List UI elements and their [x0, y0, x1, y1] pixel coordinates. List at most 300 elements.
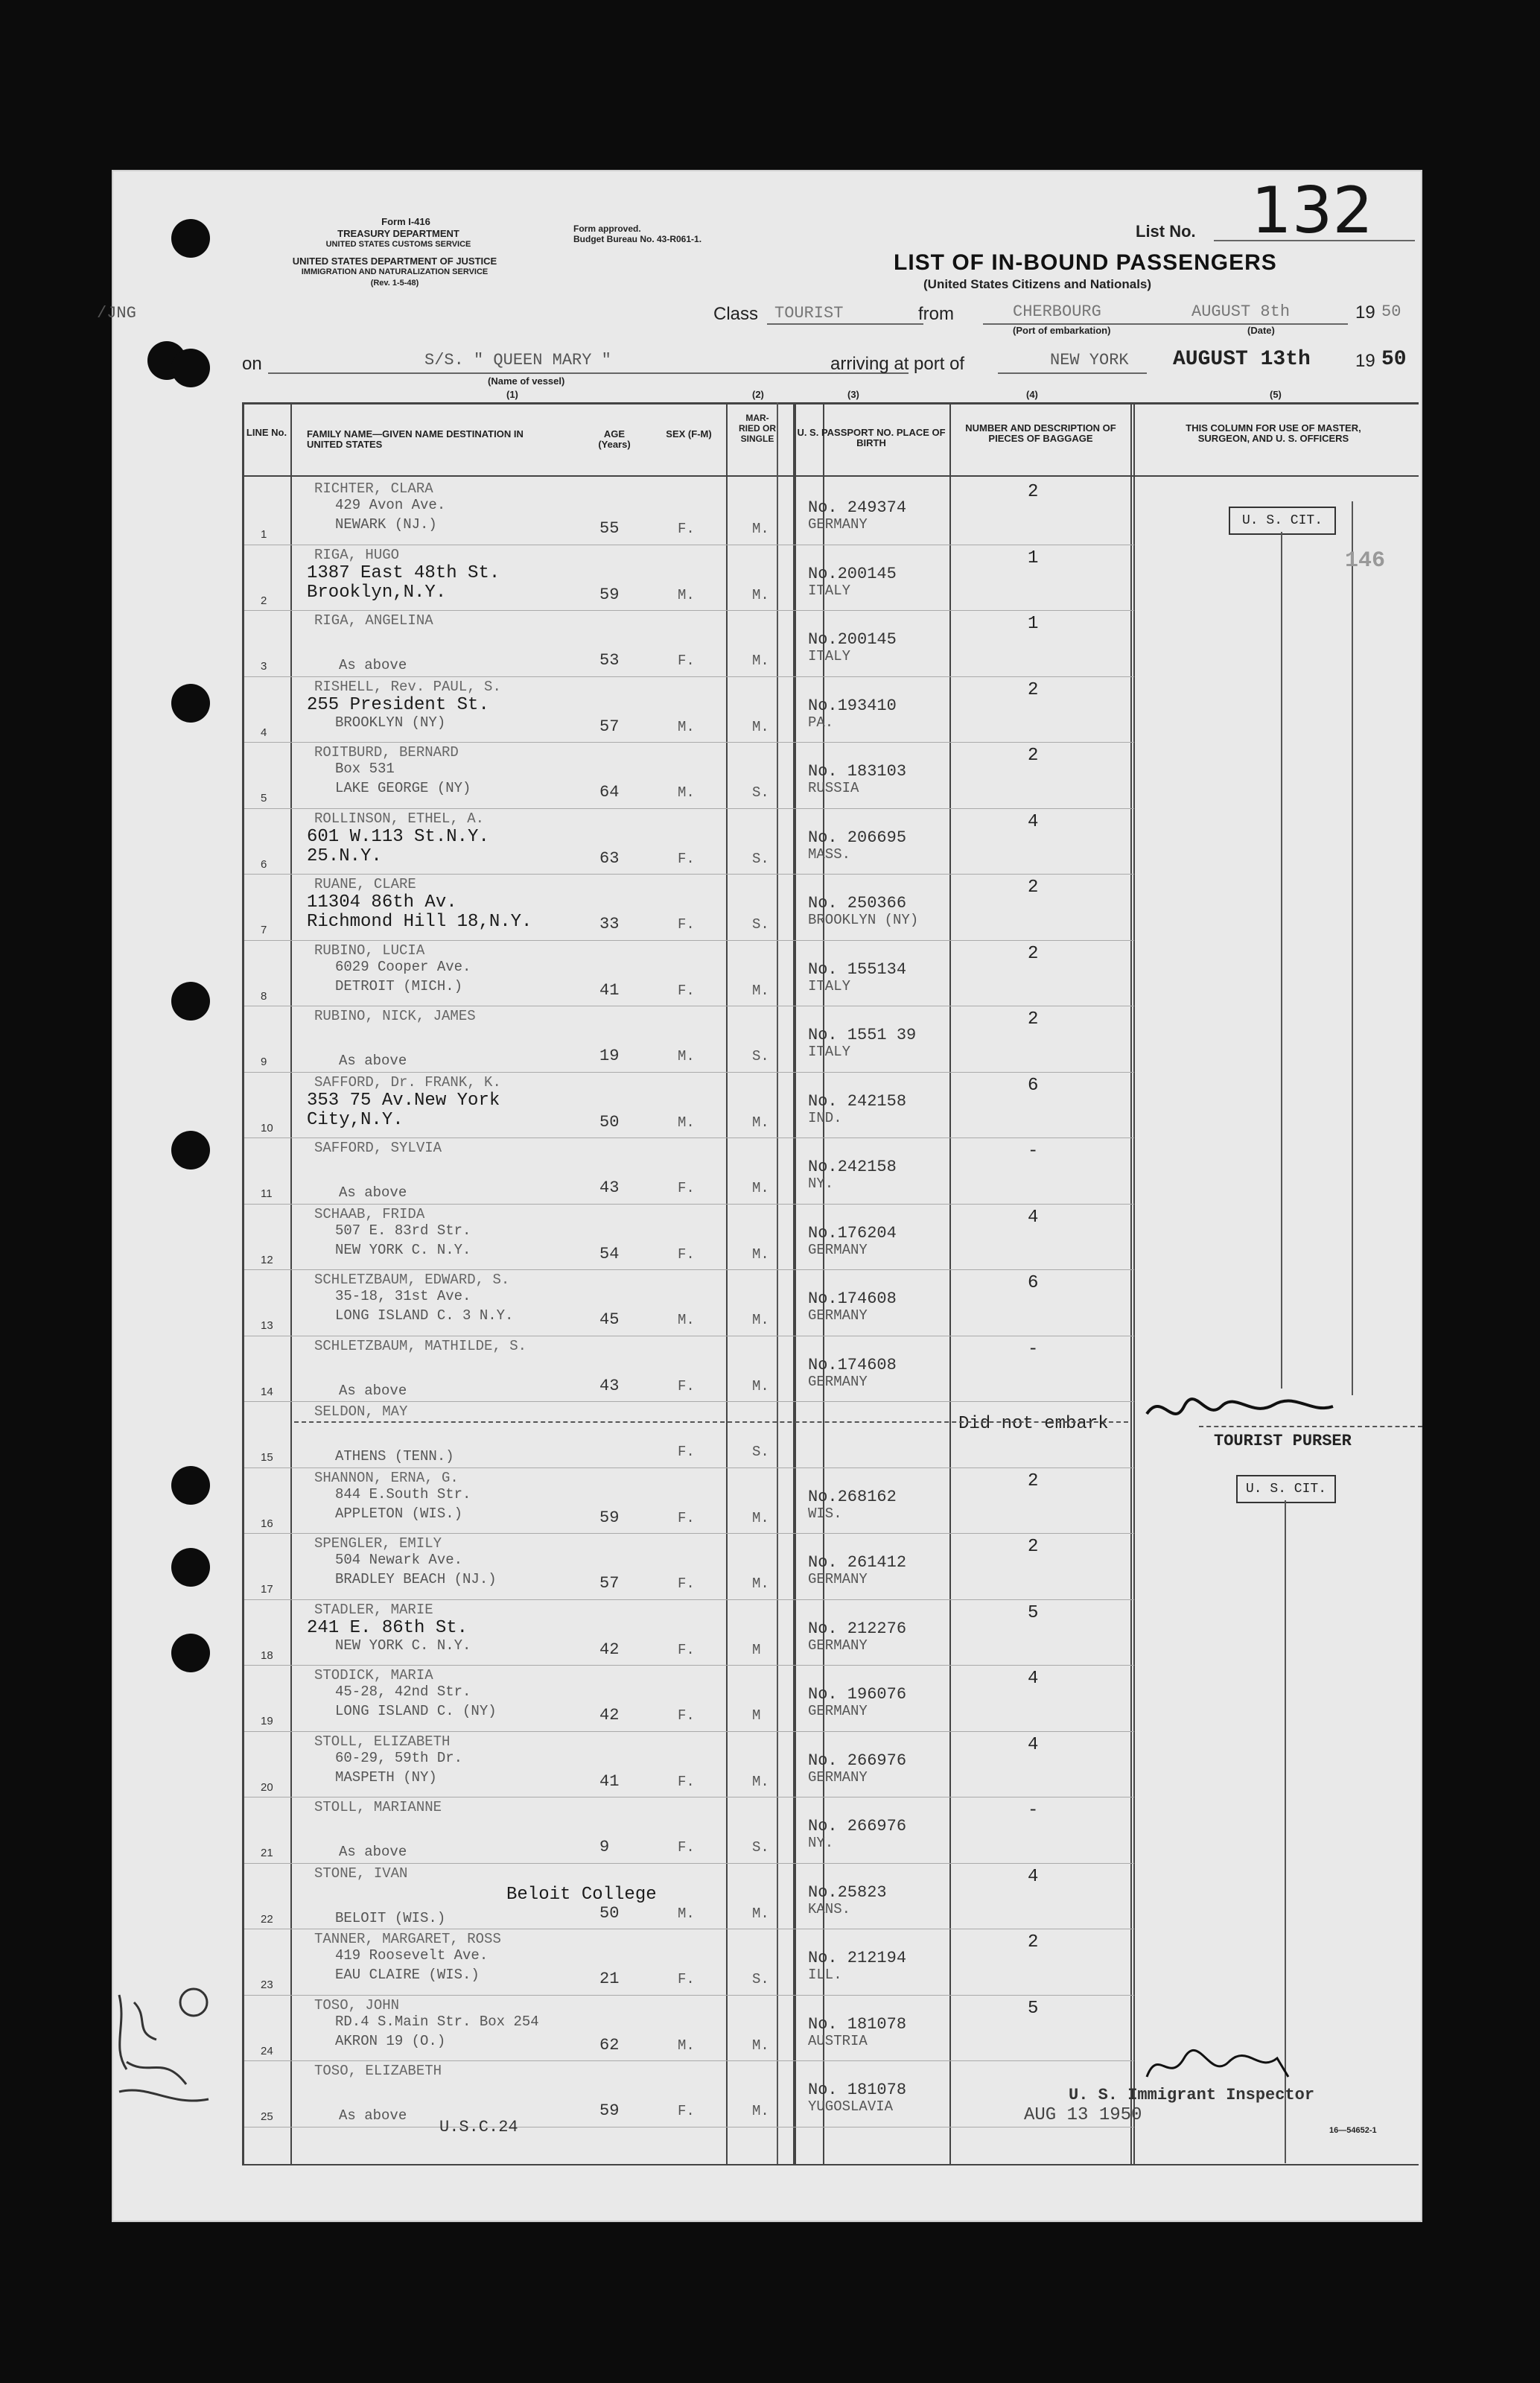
- sex: F.: [678, 1641, 695, 1658]
- destination-line: NEW YORK C. N.Y.: [335, 1241, 471, 1258]
- passport-number: No. 1551 39: [808, 1026, 917, 1044]
- number-146: 146: [1345, 548, 1386, 574]
- age: 45: [599, 1310, 620, 1329]
- passenger-name: STOLL, MARIANNE: [314, 1799, 442, 1815]
- us-cit-stamp: U. S. CIT.: [1229, 507, 1336, 535]
- destination-line: Brooklyn,N.Y.: [307, 582, 447, 603]
- table-row: [112, 1468, 1422, 1535]
- line-number: 5: [261, 792, 267, 805]
- table-row: [112, 1666, 1422, 1732]
- purser-signature: [1139, 1384, 1378, 1436]
- marital-status: M.: [752, 1509, 769, 1526]
- passenger-name: RUBINO, NICK, JAMES: [314, 1008, 476, 1024]
- marital-status: S.: [752, 1048, 769, 1064]
- treasury-line-2: UNITED STATES CUSTOMS SERVICE: [325, 240, 471, 249]
- place-of-birth: GERMANY: [808, 1571, 868, 1587]
- destination-line: BROOKLYN (NY): [335, 714, 446, 731]
- col-header-officers: THIS COLUMN FOR USE OF MASTER, SURGEON, AND U. S. OFFICERS: [1186, 422, 1361, 444]
- marital-status: M.: [752, 1773, 769, 1790]
- sex: M.: [678, 1114, 695, 1131]
- passenger-name: SCHAAB, FRIDA: [314, 1205, 425, 1222]
- passport-number: No.193410: [808, 696, 897, 715]
- passport-number: No.174608: [808, 1289, 897, 1308]
- passport-number: No.174608: [808, 1355, 897, 1374]
- baggage-count: 2: [1028, 1009, 1039, 1029]
- line-number: 1: [261, 528, 267, 541]
- table-row: [112, 1797, 1422, 1864]
- baggage-count: Did not embark: [958, 1414, 1109, 1434]
- baggage-count: 2: [1028, 679, 1039, 700]
- table-row: [112, 1270, 1422, 1336]
- passenger-name: STONE, IVAN: [314, 1865, 408, 1882]
- passenger-name: SCHLETZBAUM, MATHILDE, S.: [314, 1337, 527, 1354]
- marital-status: M.: [752, 718, 769, 735]
- baggage-count: 6: [1028, 1075, 1039, 1096]
- baggage-count: 2: [1028, 943, 1039, 964]
- sex: F.: [678, 1444, 695, 1460]
- destination-line: 45-28, 42nd Str.: [335, 1684, 471, 1700]
- col-number-5: (5): [1270, 389, 1282, 400]
- marital-status: M.: [752, 1180, 769, 1196]
- sex: F.: [678, 1971, 695, 1987]
- passenger-name: STODICK, MARIA: [314, 1667, 433, 1684]
- marital-status: M: [752, 1641, 761, 1658]
- destination-line: BRADLEY BEACH (NJ.): [335, 1571, 497, 1587]
- baggage-count: 5: [1028, 1602, 1039, 1623]
- justice-line-2: IMMIGRATION AND NATURALIZATION SERVICE: [301, 267, 489, 276]
- sex: M.: [678, 784, 695, 801]
- line-number: 14: [261, 1385, 273, 1398]
- destination-line: EAU CLAIRE (WIS.): [335, 1967, 480, 1983]
- treasury-line-1: TREASURY DEPARTMENT: [337, 228, 459, 239]
- destination-line: City,N.Y.: [307, 1109, 404, 1130]
- sex: F.: [678, 1377, 695, 1394]
- age: 53: [599, 651, 620, 670]
- departure-year-prefix: 19: [1355, 302, 1375, 323]
- line-number: 7: [261, 924, 267, 936]
- destination-line: 1387 East 48th St.: [307, 562, 500, 583]
- baggage-count: 6: [1028, 1273, 1039, 1293]
- us-cit-stamp-2: U. S. CIT.: [1236, 1475, 1336, 1503]
- line-number: 11: [261, 1187, 273, 1200]
- marital-status: M.: [752, 1246, 769, 1263]
- place-of-birth: BROOKLYN (NY): [808, 912, 919, 928]
- age: 57: [599, 1574, 620, 1593]
- baggage-count: 4: [1028, 1866, 1039, 1887]
- baggage-count: 1: [1028, 548, 1039, 568]
- sex: F.: [678, 1246, 695, 1263]
- place-of-birth: KANS.: [808, 1900, 851, 1917]
- passport-number: No.242158: [808, 1158, 897, 1176]
- destination-line: As above: [339, 1382, 407, 1399]
- destination-line: LONG ISLAND C. 3 N.Y.: [335, 1307, 514, 1324]
- baggage-count: 1: [1028, 614, 1039, 634]
- marital-status: M.: [752, 1377, 769, 1394]
- passport-number: No. 155134: [808, 959, 907, 979]
- age: 33: [599, 915, 620, 933]
- passenger-name: RISHELL, Rev. PAUL, S.: [314, 678, 501, 695]
- baggage-count: 2: [1028, 878, 1039, 898]
- sex: M.: [678, 718, 695, 735]
- destination-line: NEWARK (NJ.): [335, 516, 437, 533]
- class-value: TOURIST: [774, 304, 844, 323]
- col-number-2: (2): [752, 389, 764, 400]
- passenger-name: RIGA, HUGO: [314, 546, 400, 563]
- passport-number: No. 250366: [808, 894, 907, 913]
- age: 59: [599, 2101, 620, 2120]
- line-number: 9: [261, 1056, 267, 1068]
- line-number: 22: [261, 1912, 273, 1926]
- table-row: [112, 479, 1422, 545]
- passenger-name: RUBINO, LUCIA: [314, 942, 425, 959]
- baggage-count: 2: [1028, 1932, 1039, 1952]
- line-number: 15: [261, 1451, 273, 1464]
- passenger-name: SAFFORD, Dr. FRANK, K.: [314, 1073, 501, 1091]
- margin-handwriting: [104, 1973, 231, 2114]
- table-row: [112, 1006, 1422, 1073]
- print-code: 16—54652-1: [1329, 2126, 1377, 2135]
- destination-line: As above: [339, 2107, 407, 2124]
- table-row: [112, 611, 1422, 677]
- place-of-birth: IND.: [808, 1109, 842, 1126]
- age: 59: [599, 585, 620, 604]
- baggage-count: 2: [1028, 746, 1039, 766]
- punch-hole: [171, 219, 210, 258]
- page-title: LIST OF IN-BOUND PASSENGERS: [894, 250, 1277, 275]
- destination-line: 11304 86th Av.: [307, 892, 457, 913]
- arrival-year: 50: [1381, 348, 1407, 371]
- sex: F.: [678, 1839, 695, 1856]
- passport-number: No. 183103: [808, 762, 907, 781]
- table-row: [112, 1534, 1422, 1600]
- form-approved: Form approved.: [573, 223, 641, 234]
- baggage-count: 4: [1028, 1734, 1039, 1755]
- port-caption: (Port of embarkation): [1013, 325, 1111, 336]
- age: 41: [599, 1771, 620, 1791]
- marital-status: M: [752, 1707, 761, 1724]
- age: 42: [599, 1640, 620, 1659]
- destination-line: AKRON 19 (O.): [335, 2032, 446, 2049]
- on-label: on: [242, 354, 262, 374]
- baggage-count: -: [1028, 1800, 1039, 1821]
- arrival-port: NEW YORK: [1050, 351, 1129, 369]
- manifest-page: [97, 170, 1422, 2222]
- table-row: [112, 1600, 1422, 1666]
- destination-line: 60-29, 59th Dr.: [335, 1749, 463, 1766]
- col-header-line-no: LINE No.: [246, 427, 287, 438]
- marital-status: M.: [752, 982, 769, 999]
- place-of-birth: WIS.: [808, 1505, 842, 1522]
- marital-status: S.: [752, 784, 769, 801]
- marital-status: M.: [752, 521, 769, 537]
- destination-line: As above: [339, 1184, 407, 1201]
- passport-number: No. 249374: [808, 498, 907, 517]
- sex: M.: [678, 2037, 695, 2054]
- passport-number: No.200145: [808, 564, 897, 583]
- destination-line: 25.N.Y.: [307, 845, 382, 866]
- marital-status: M.: [752, 1576, 769, 1592]
- sex: F.: [678, 916, 695, 933]
- age: 62: [599, 2035, 620, 2054]
- age: 57: [599, 717, 620, 736]
- port-embarkation: CHERBOURG: [1013, 302, 1101, 321]
- col-number-4: (4): [1026, 389, 1038, 400]
- place-of-birth: YUGOSLAVIA: [808, 2098, 894, 2115]
- departure-date: AUGUST 8th: [1191, 302, 1291, 321]
- place-of-birth: GERMANY: [808, 1241, 868, 1258]
- budget-bureau: Budget Bureau No. 43-R061-1.: [573, 234, 702, 244]
- line-number: 18: [261, 1649, 273, 1662]
- destination-line: 601 W.113 St.N.Y.: [307, 826, 489, 847]
- table-row: [112, 1929, 1422, 1996]
- table-row: [112, 941, 1422, 1007]
- passenger-name: RICHTER, CLARA: [314, 480, 433, 497]
- line-number: 16: [261, 1517, 273, 1530]
- arriving-label: arriving at port of: [830, 354, 965, 374]
- class-label: Class: [713, 304, 759, 324]
- destination-line: 255 President St.: [307, 694, 489, 715]
- baggage-count: 2: [1028, 1537, 1039, 1557]
- place-of-birth: GERMANY: [808, 1637, 868, 1654]
- baggage-count: 2: [1028, 482, 1039, 502]
- sex: M.: [678, 586, 695, 603]
- marital-status: S.: [752, 1839, 769, 1856]
- destination-line: As above: [339, 657, 407, 673]
- passport-number: No. 181078: [808, 2014, 907, 2034]
- age: 21: [599, 1970, 620, 1988]
- col-number-1: (1): [506, 389, 518, 400]
- place-of-birth: ITALY: [808, 582, 851, 599]
- destination-line: 353 75 Av.New York: [307, 1090, 500, 1111]
- place-of-birth: PA.: [808, 714, 834, 731]
- table-row: [112, 809, 1422, 875]
- justice-line-1: UNITED STATES DEPARTMENT OF JUSTICE: [292, 256, 497, 267]
- passenger-name: SAFFORD, SYLVIA: [314, 1140, 442, 1156]
- col-header-name: FAMILY NAME—GIVEN NAME DESTINATION IN UNITED STATES: [307, 428, 524, 450]
- age: 42: [599, 1706, 620, 1724]
- destination-line: 844 E.South Str.: [335, 1485, 471, 1503]
- table-row: [112, 1205, 1422, 1271]
- place-of-birth: ITALY: [808, 1044, 851, 1060]
- line-number: 23: [261, 1979, 273, 1991]
- age: 54: [599, 1244, 620, 1263]
- marital-status: S.: [752, 1971, 769, 1987]
- marital-status: M.: [752, 1905, 769, 1922]
- place-of-birth: ITALY: [808, 648, 851, 664]
- place-of-birth: GERMANY: [808, 1703, 868, 1719]
- passport-number: No. 212194: [808, 1949, 907, 1967]
- line-number: 4: [261, 726, 267, 739]
- age: 9: [599, 1838, 610, 1856]
- passenger-name: TOSO, JOHN: [314, 1996, 400, 2014]
- marital-status: S.: [752, 850, 769, 867]
- destination-line: 6029 Cooper Ave.: [335, 958, 471, 975]
- line-number: 25: [261, 2110, 273, 2123]
- arrival-stamp: AUG 13 1950: [1024, 2105, 1142, 2125]
- form-number: Form I-416: [381, 216, 430, 227]
- age: 43: [599, 1376, 620, 1395]
- col-header-married: MAR-RIED OR SINGLE: [739, 413, 777, 444]
- destination-line: Box 531: [335, 761, 395, 777]
- vessel-name: S/S. " QUEEN MARY ": [424, 351, 611, 369]
- page-subtitle: (United States Citizens and Nationals): [923, 277, 1152, 291]
- destination-line: LONG ISLAND C. (NY): [335, 1703, 497, 1719]
- place-of-birth: ILL.: [808, 1967, 842, 1983]
- col-header-sex: SEX (F-M): [666, 428, 712, 440]
- sex: F.: [678, 1773, 695, 1790]
- place-of-birth: RUSSIA: [808, 780, 859, 796]
- col-number-3: (3): [847, 389, 859, 400]
- line-number: 3: [261, 660, 267, 673]
- place-of-birth: NY.: [808, 1835, 834, 1851]
- passport-number: No.25823: [808, 1882, 887, 1902]
- passenger-name: ROITBURD, BERNARD: [314, 744, 459, 761]
- vessel-caption: (Name of vessel): [488, 375, 565, 387]
- line-number: 19: [261, 1715, 273, 1727]
- marital-status: M.: [752, 2037, 769, 2054]
- passenger-name: TOSO, ELIZABETH: [314, 2063, 442, 2079]
- sex: F.: [678, 1707, 695, 1724]
- passenger-name: SELDON, MAY: [314, 1403, 408, 1420]
- place-of-birth: GERMANY: [808, 1373, 868, 1390]
- sex: F.: [678, 1509, 695, 1526]
- destination-line: 429 Avon Ave.: [335, 497, 446, 513]
- passenger-name: TANNER, MARGARET, ROSS: [314, 1931, 501, 1947]
- age: 50: [599, 1112, 620, 1132]
- table-row: [112, 1073, 1422, 1139]
- baggage-count: 2: [1028, 1470, 1039, 1491]
- table-row: [112, 875, 1422, 941]
- destination-line: As above: [339, 1844, 407, 1860]
- marital-status: S.: [752, 1444, 769, 1460]
- baggage-count: 4: [1028, 1207, 1039, 1228]
- baggage-count: 4: [1028, 811, 1039, 832]
- sex: M.: [678, 1312, 695, 1328]
- inspector-label: U. S. Immigrant Inspector: [1069, 2086, 1315, 2104]
- col-header-age: AGE (Years): [598, 428, 631, 450]
- destination-line: LAKE GEORGE (NY): [335, 780, 471, 796]
- destination-line: ATHENS (TENN.): [335, 1448, 454, 1465]
- inspector-signature: [1139, 2040, 1333, 2092]
- sex: F.: [678, 982, 695, 999]
- marital-status: M.: [752, 1114, 769, 1131]
- list-no-label: List No.: [1136, 222, 1196, 241]
- sex: F.: [678, 521, 695, 537]
- departure-year: 50: [1381, 302, 1401, 321]
- table-row: [112, 743, 1422, 809]
- tourist-purser: TOURIST PURSER: [1214, 1432, 1352, 1450]
- destination-note: Beloit College: [506, 1884, 657, 1905]
- age: 41: [599, 980, 620, 1000]
- destination-line: 504 Newark Ave.: [335, 1552, 463, 1568]
- passport-number: No. 206695: [808, 828, 907, 847]
- from-label: from: [918, 304, 954, 324]
- age: 63: [599, 848, 620, 868]
- passport-number: No. 266976: [808, 1817, 907, 1835]
- destination-line: APPLETON (WIS.): [335, 1505, 463, 1522]
- destination-line: MASPETH (NY): [335, 1768, 437, 1786]
- destination-line: RD.4 S.Main Str. Box 254: [335, 2013, 539, 2030]
- passport-number: No.200145: [808, 630, 897, 649]
- line-number: 2: [261, 594, 267, 607]
- list-number: 132: [1251, 174, 1374, 248]
- table-row: [112, 545, 1422, 612]
- line-number: 6: [261, 857, 267, 871]
- col-header-passport: U. S. PASSPORT NO. PLACE OF BIRTH: [797, 427, 946, 448]
- passenger-name: ROLLINSON, ETHEL, A.: [314, 810, 485, 827]
- sex: M.: [678, 1905, 695, 1922]
- date-caption: (Date): [1247, 325, 1275, 336]
- place-of-birth: GERMANY: [808, 1307, 868, 1324]
- marital-status: M.: [752, 1312, 769, 1328]
- marital-status: S.: [752, 916, 769, 933]
- sex: F.: [678, 653, 695, 669]
- place-of-birth: AUSTRIA: [808, 2032, 868, 2049]
- marital-status: M.: [752, 2103, 769, 2119]
- place-of-birth: NY.: [808, 1175, 834, 1192]
- usc-code: U.S.C.24: [439, 2118, 518, 2136]
- col-header-baggage: NUMBER AND DESCRIPTION OF PIECES OF BAGGAGE: [965, 422, 1116, 444]
- passenger-name: STADLER, MARIE: [314, 1601, 433, 1618]
- baggage-count: 5: [1028, 1998, 1039, 2019]
- destination-line: DETROIT (MICH.): [335, 977, 463, 994]
- punch-hole: [171, 349, 210, 387]
- passport-number: No. 181078: [808, 2081, 907, 2099]
- age: 59: [599, 1508, 620, 1527]
- age: 50: [599, 1903, 620, 1923]
- passport-number: No. 242158: [808, 1091, 907, 1111]
- age: 64: [599, 783, 620, 802]
- destination-line: Richmond Hill 18,N.Y.: [307, 912, 532, 932]
- destination-line: NEW YORK C. N.Y.: [335, 1637, 471, 1654]
- passenger-name: RUANE, CLARE: [314, 876, 416, 892]
- passenger-name: SPENGLER, EMILY: [314, 1535, 442, 1552]
- destination-line: 241 E. 86th St.: [307, 1617, 468, 1638]
- passport-number: No.176204: [808, 1223, 897, 1243]
- marital-status: M.: [752, 653, 769, 669]
- sex: F.: [678, 1180, 695, 1196]
- destination-line: 419 Roosevelt Ave.: [335, 1947, 489, 1964]
- age: 43: [599, 1178, 620, 1197]
- line-number: 17: [261, 1583, 273, 1596]
- destination-line: As above: [339, 1053, 407, 1069]
- place-of-birth: GERMANY: [808, 516, 868, 533]
- destination-line: 35-18, 31st Ave.: [335, 1288, 471, 1304]
- passport-number: No. 212276: [808, 1619, 907, 1638]
- line-number: 8: [261, 989, 267, 1003]
- baggage-count: -: [1028, 1339, 1039, 1359]
- line-number: 13: [261, 1319, 273, 1332]
- marital-status: M.: [752, 586, 769, 603]
- place-of-birth: MASS.: [808, 845, 851, 863]
- table-row: [112, 1732, 1422, 1798]
- sex: F.: [678, 850, 695, 867]
- destination-line: BELOIT (WIS.): [335, 1909, 446, 1926]
- line-number: 10: [261, 1121, 273, 1135]
- justice-line-3: (Rev. 1-5-48): [370, 279, 419, 288]
- destination-line: 507 E. 83rd Str.: [335, 1222, 471, 1239]
- passport-number: No. 196076: [808, 1685, 907, 1704]
- line-number: 20: [261, 1780, 273, 1794]
- table-row: [112, 677, 1422, 743]
- passenger-name: SHANNON, ERNA, G.: [314, 1469, 459, 1486]
- table-row: [112, 1138, 1422, 1205]
- place-of-birth: ITALY: [808, 977, 851, 994]
- baggage-count: -: [1028, 1141, 1039, 1161]
- passenger-name: SCHLETZBAUM, EDWARD, S.: [314, 1272, 510, 1288]
- line-number: 21: [261, 1847, 273, 1859]
- place-of-birth: GERMANY: [808, 1768, 868, 1786]
